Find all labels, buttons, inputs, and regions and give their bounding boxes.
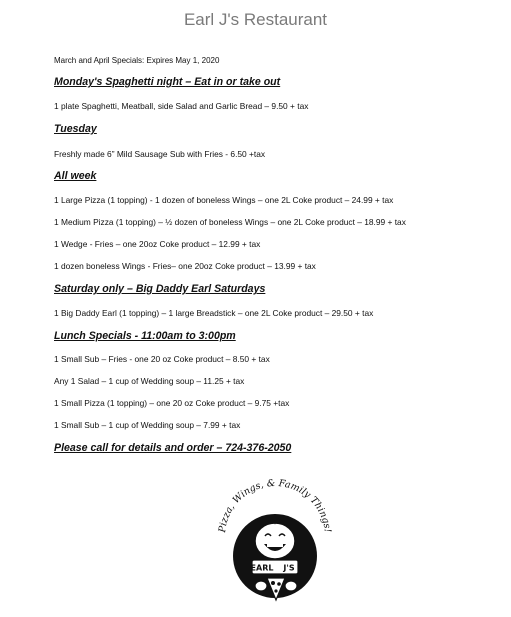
menu-item: Freshly made 6” Mild Sausage Sub with Fries - 6.50 +tax	[54, 149, 266, 159]
menu-item: 1 dozen boneless Wings - Fries– one 20oz Coke product – 13.99 + tax	[54, 261, 316, 271]
page-title: Earl J's Restaurant	[183, 10, 328, 29]
menu-item: 1 Small Pizza (1 topping) – one 20 oz Coke product – 9.75 +tax	[54, 398, 290, 408]
mascot-hand-icon	[255, 581, 267, 591]
mascot-hand-icon	[285, 581, 297, 591]
menu-item: Any 1 Salad – 1 cup of Wedding soup – 11.25 + tax	[54, 376, 245, 386]
menu-item: 1 Large Pizza (1 topping) - 1 dozen of boneless Wings – one 2L Coke product – 24.99 + tax	[54, 195, 394, 205]
section-heading-monday: Monday's Spaghetti night – Eat in or take out	[54, 76, 281, 88]
mascot-head-icon	[255, 523, 295, 559]
logo-name-right: J'S	[283, 563, 295, 573]
section-heading-tuesday: Tuesday	[54, 123, 97, 135]
section-heading-lunch-specials: Lunch Specials - 11:00am to 3:00pm	[54, 330, 236, 342]
logo-name-left: EARL	[250, 563, 274, 573]
menu-item: 1 Medium Pizza (1 topping) – ½ dozen of boneless Wings – one 2L Coke product – 18.99 + tax	[54, 217, 406, 227]
menu-item: 1 Small Sub – 1 cup of Wedding soup – 7.99 + tax	[54, 420, 241, 430]
call-to-order-line: Please call for details and order – 724-376-2050	[54, 442, 292, 454]
menu-item: 1 Big Daddy Earl (1 topping) – 1 large Breadstick – one 2L Coke product – 29.50 + tax	[54, 308, 374, 318]
menu-item: 1 plate Spaghetti, Meatball, side Salad and Garlic Bread – 9.50 + tax	[54, 101, 309, 111]
section-heading-all-week: All week	[54, 170, 97, 182]
menu-item: 1 Small Sub – Fries - one 20 oz Coke product – 8.50 + tax	[54, 354, 270, 364]
specials-expiry-note: March and April Specials: Expires May 1, 2020	[54, 56, 220, 65]
logo-arc-text: Pizza, Wings, & Family Things!	[217, 477, 333, 534]
earl-js-logo	[215, 474, 335, 612]
section-heading-saturday: Saturday only – Big Daddy Earl Saturdays	[54, 283, 266, 295]
menu-item: 1 Wedge - Fries – one 20oz Coke product – 12.99 + tax	[54, 239, 261, 249]
